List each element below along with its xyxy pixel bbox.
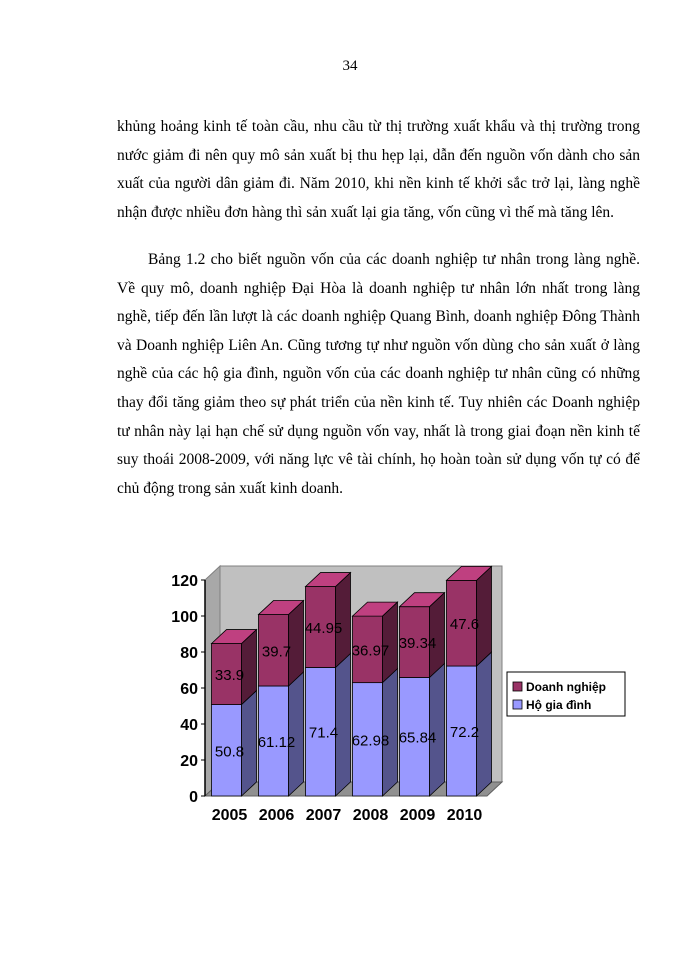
y-tick-label: 0 [189, 789, 198, 806]
y-tick-label: 40 [180, 717, 198, 734]
page-number: 34 [342, 58, 358, 74]
data-label: 47.6 [449, 616, 480, 634]
data-label: 71.4 [308, 724, 339, 742]
data-label: 39.7 [261, 643, 292, 661]
data-label: 61.12 [257, 733, 296, 751]
stacked-bar-chart [150, 560, 650, 830]
y-tick-label: 20 [180, 753, 198, 770]
data-label: 65.84 [398, 729, 437, 747]
paragraph-1-text: khủng hoảng kinh tế toàn cầu, nhu cầu từ thị trường xuất khẩu và thị trường trong nước giảm đi nên quy mô sản xuất bị thu hẹp lại, dẫn đến nguồn vốn dành cho sản xuất của người dân giảm đi. Năm 2010, khi nền kinh tế khởi sắc trở lại, làng nghề nhận được nhiều đơn hàng thì sản xuất lại gia tăng, vốn cũng vì thế mà tăng lên. [117, 118, 640, 221]
x-tick-label: 2010 [446, 807, 483, 824]
legend-label: Doanh nghiệp [526, 680, 606, 694]
x-tick-label: 2009 [399, 807, 436, 824]
legend-swatch [513, 682, 522, 691]
data-label: 44.95 [304, 620, 343, 638]
x-tick-label: 2008 [352, 807, 389, 824]
data-label: 36.97 [351, 642, 390, 660]
y-tick-label: 120 [171, 573, 198, 590]
y-tick-label: 100 [171, 609, 198, 626]
paragraph-2-text: Bảng 1.2 cho biết nguồn vốn của các doanh nghiệp tư nhân trong làng nghề. Về quy mô, doanh nghiệp Đại Hòa là doanh nghiệp tư nhân lớn nhất trong làng nghề, tiếp đến lần lượt là các doanh nghiệp Quang Bình, doanh nghiệp Đông Thành và Doanh nghiệp Liên An. Cũng tương tự như nguồn vốn dùng cho sản xuất ở làng nghề của các hộ gia đình, nguồn vốn của các doanh nghiệp tư nhân cũng có những thay đổi tăng giảm theo sự phát triển của nền kinh tế. Tuy nhiên các Doanh nghiệp tư nhân này lại hạn chế sử dụng nguồn vốn vay, nhất là trong giai đoạn nền kinh tế suy thoái 2008-2009, với năng lực vê tài chính, họ hoàn toàn sử dụng vốn tự có để chủ động trong sản xuất kinh doanh. [117, 251, 640, 497]
data-label: 39.34 [398, 635, 437, 653]
y-tick-label: 60 [180, 681, 198, 698]
legend-swatch [513, 700, 522, 709]
y-tick-label: 80 [180, 645, 198, 662]
data-label: 50.8 [214, 743, 245, 761]
x-tick-label: 2005 [211, 807, 248, 824]
paragraph-2 [117, 246, 640, 503]
paragraph-1 [117, 113, 640, 227]
data-label: 62.98 [351, 732, 390, 750]
x-tick-label: 2007 [305, 807, 342, 824]
data-label: 33.9 [214, 667, 245, 685]
legend-label: Hộ gia đình [526, 698, 592, 712]
data-label: 72.2 [449, 724, 480, 742]
x-tick-label: 2006 [258, 807, 295, 824]
